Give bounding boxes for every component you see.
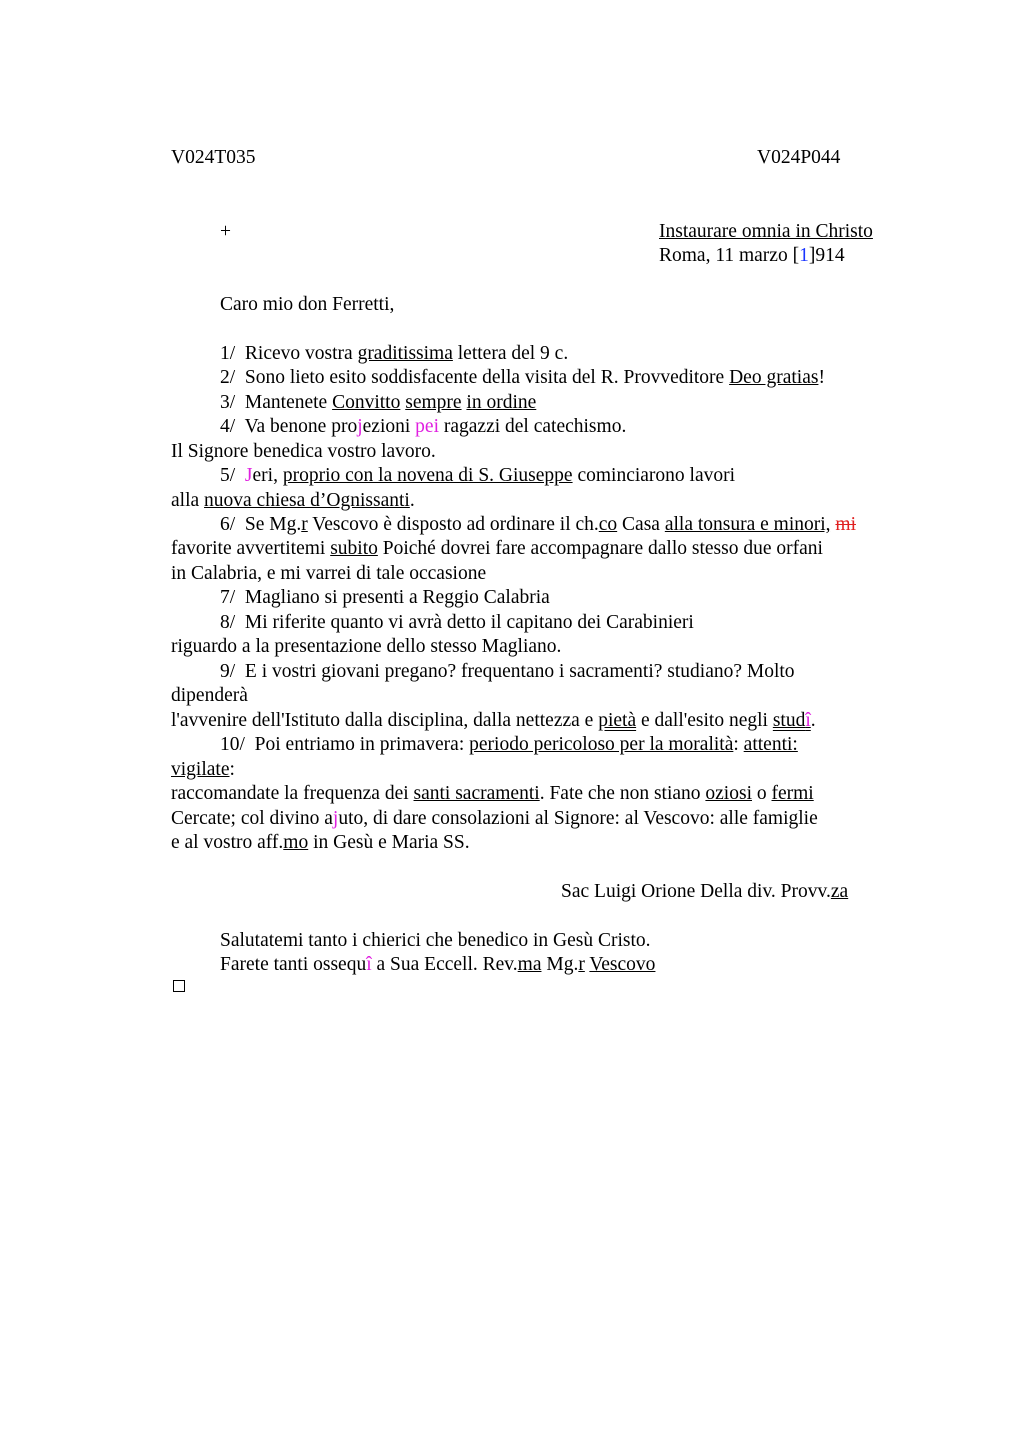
item-1: 1/ Ricevo vostra graditissima lettera del 9 c. xyxy=(220,343,569,364)
item-9: 9/ E i vostri giovani pregano? frequentano i sacramenti? studiano? Molto xyxy=(220,661,795,682)
motto: Instaurare omnia in Christo xyxy=(659,221,873,242)
item-6-line-2: favorite avvertitemi subito Poiché dovrei fare accompagnare dallo stesso due orfani xyxy=(171,538,823,559)
item-8: 8/ Mi riferite quanto vi avrà detto il capitano dei Carabinieri xyxy=(220,612,694,633)
item-10-line-4: Cercate; col divino ajuto, di dare consolazioni al Signore: al Vescovo: alle famiglie xyxy=(171,808,818,829)
item-3: 3/ Mantenete Convitto sempre in ordine xyxy=(220,392,537,413)
signature: Sac Luigi Orione Della div. Provv.za xyxy=(561,881,849,902)
date-line: Roma, 11 marzo [1]914 xyxy=(659,245,845,266)
salutation: Caro mio don Ferretti, xyxy=(220,294,395,315)
item-9-line-2: dipenderà xyxy=(171,685,248,706)
end-box-mark xyxy=(173,980,185,992)
postscript-line-2: Farete tanti ossequî a Sua Eccell. Rev.ma Mg.r Vescovo xyxy=(220,954,656,975)
item-2: 2/ Sono lieto esito soddisfacente della visita del R. Provveditore Deo gratias! xyxy=(220,367,825,388)
cross-mark: + xyxy=(220,221,231,242)
right-archive-code: V024P044 xyxy=(757,147,841,168)
item-9-line-3: l'avvenire dell'Istituto dalla disciplina, dalla nettezza e pietà e dall'esito negli studî. xyxy=(171,710,816,731)
item-10: 10/ Poi entriamo in primavera: periodo pericoloso per la moralità: attenti: xyxy=(220,734,798,755)
item-6: 6/ Se Mg.r Vescovo è disposto ad ordinare il ch.co Casa alla tonsura e minori, mi xyxy=(220,514,856,535)
postscript-line-1: Salutatemi tanto i chierici che benedico in Gesù Cristo. xyxy=(220,930,651,951)
item-7: 7/ Magliano si presenti a Reggio Calabria xyxy=(220,587,550,608)
item-10-line-5: e al vostro aff.mo in Gesù e Maria SS. xyxy=(171,832,470,853)
item-8-continuation: riguardo a la presentazione dello stesso Magliano. xyxy=(171,636,562,657)
struck-word: mi xyxy=(835,514,856,535)
item-6-line-3: in Calabria, e mi varrei di tale occasione xyxy=(171,563,487,584)
item-4: 4/ Va benone projezioni pei ragazzi del catechismo. xyxy=(220,416,627,437)
item-5: 5/ Jeri, proprio con la novena di S. Giuseppe cominciarono lavori xyxy=(220,465,736,486)
item-10-line-3: raccomandate la frequenza dei santi sacramenti. Fate che non stiano oziosi o fermi xyxy=(171,783,814,804)
item-10-line-2: vigilate: xyxy=(171,759,235,780)
item-4-continuation: Il Signore benedica vostro lavoro. xyxy=(171,441,436,462)
item-5-continuation: alla nuova chiesa d’Ognissanti. xyxy=(171,490,415,511)
left-archive-code: V024T035 xyxy=(171,147,256,168)
